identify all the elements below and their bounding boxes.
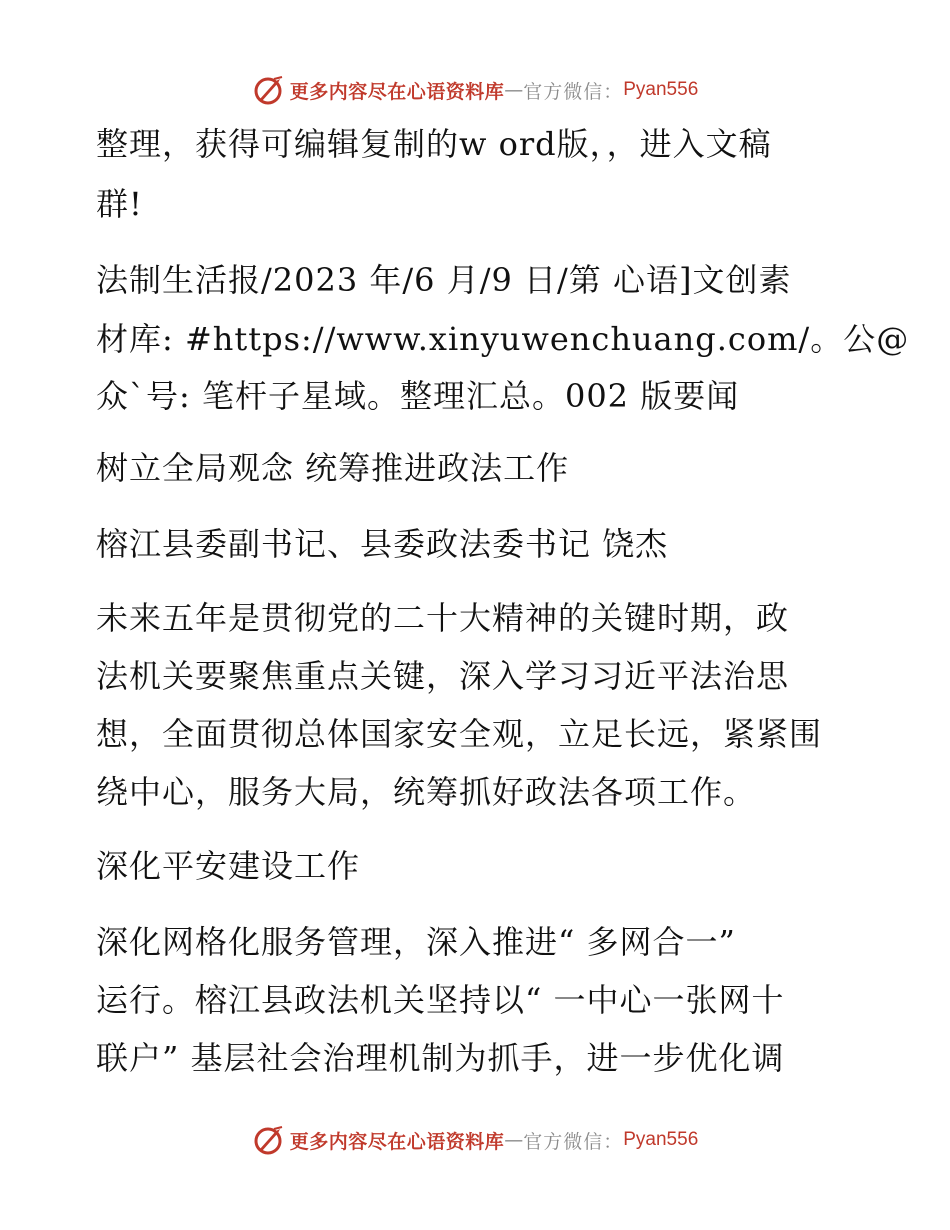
watermark-wechat-id: Pyan556 [623,1129,699,1150]
body-line: 材库: #https://www.xinyuwenchuang.com/。公@ [96,320,910,358]
article-title: 树立全局观念 统筹推进政法工作 [96,449,570,487]
body-line: 众`号: 笔杆子星域。整理汇总。002 版要闻 [96,377,740,415]
body-line: 运行。榕江县政法机关坚持以“ 一中心一张网十 [96,981,785,1019]
watermark-text: 更多内容尽在心语资料库 [289,1130,505,1153]
watermark-text: 更多内容尽在心语资料库 [289,80,505,103]
pen-logo-icon [252,1123,286,1157]
footer-watermark [0,1120,950,1160]
body-line: 联户” 基层社会治理机制为抓手，进一步优化调 [96,1039,785,1077]
body-line: 未来五年是贯彻党的二十大精神的关键时期，政 [96,599,790,637]
watermark-wechat-label: 官方微信： [523,1130,624,1153]
body-line: 整理，获得可编辑复制的w ord版，，进入文稿 [96,125,772,163]
header-watermark [0,70,950,110]
body-line: 法制生活报/2023 年/6 月/9 日/第 心语]文创素 [96,261,792,299]
body-line: 想，全面贯彻总体国家安全观，立足长远，紧紧围 [96,715,823,753]
pen-logo-icon [252,73,286,107]
watermark-wechat-id: Pyan556 [623,79,699,100]
watermark-wechat-label: 官方微信： [523,80,624,103]
body-line: 深化网格化服务管理，深入推进“ 多网合一” [96,923,736,961]
watermark-dash: — [504,79,524,101]
article-author: 榕江县委副书记、县委政法委书记 饶杰 [96,525,669,563]
body-line: 群! [96,185,143,223]
body-line: 法机关要聚焦重点关键，深入学习习近平法治思 [96,657,790,695]
section-heading: 深化平安建设工作 [96,847,361,885]
body-line: 绕中心，服务大局，统筹抓好政法各项工作。 [96,773,757,811]
watermark-dash: — [504,1129,524,1151]
